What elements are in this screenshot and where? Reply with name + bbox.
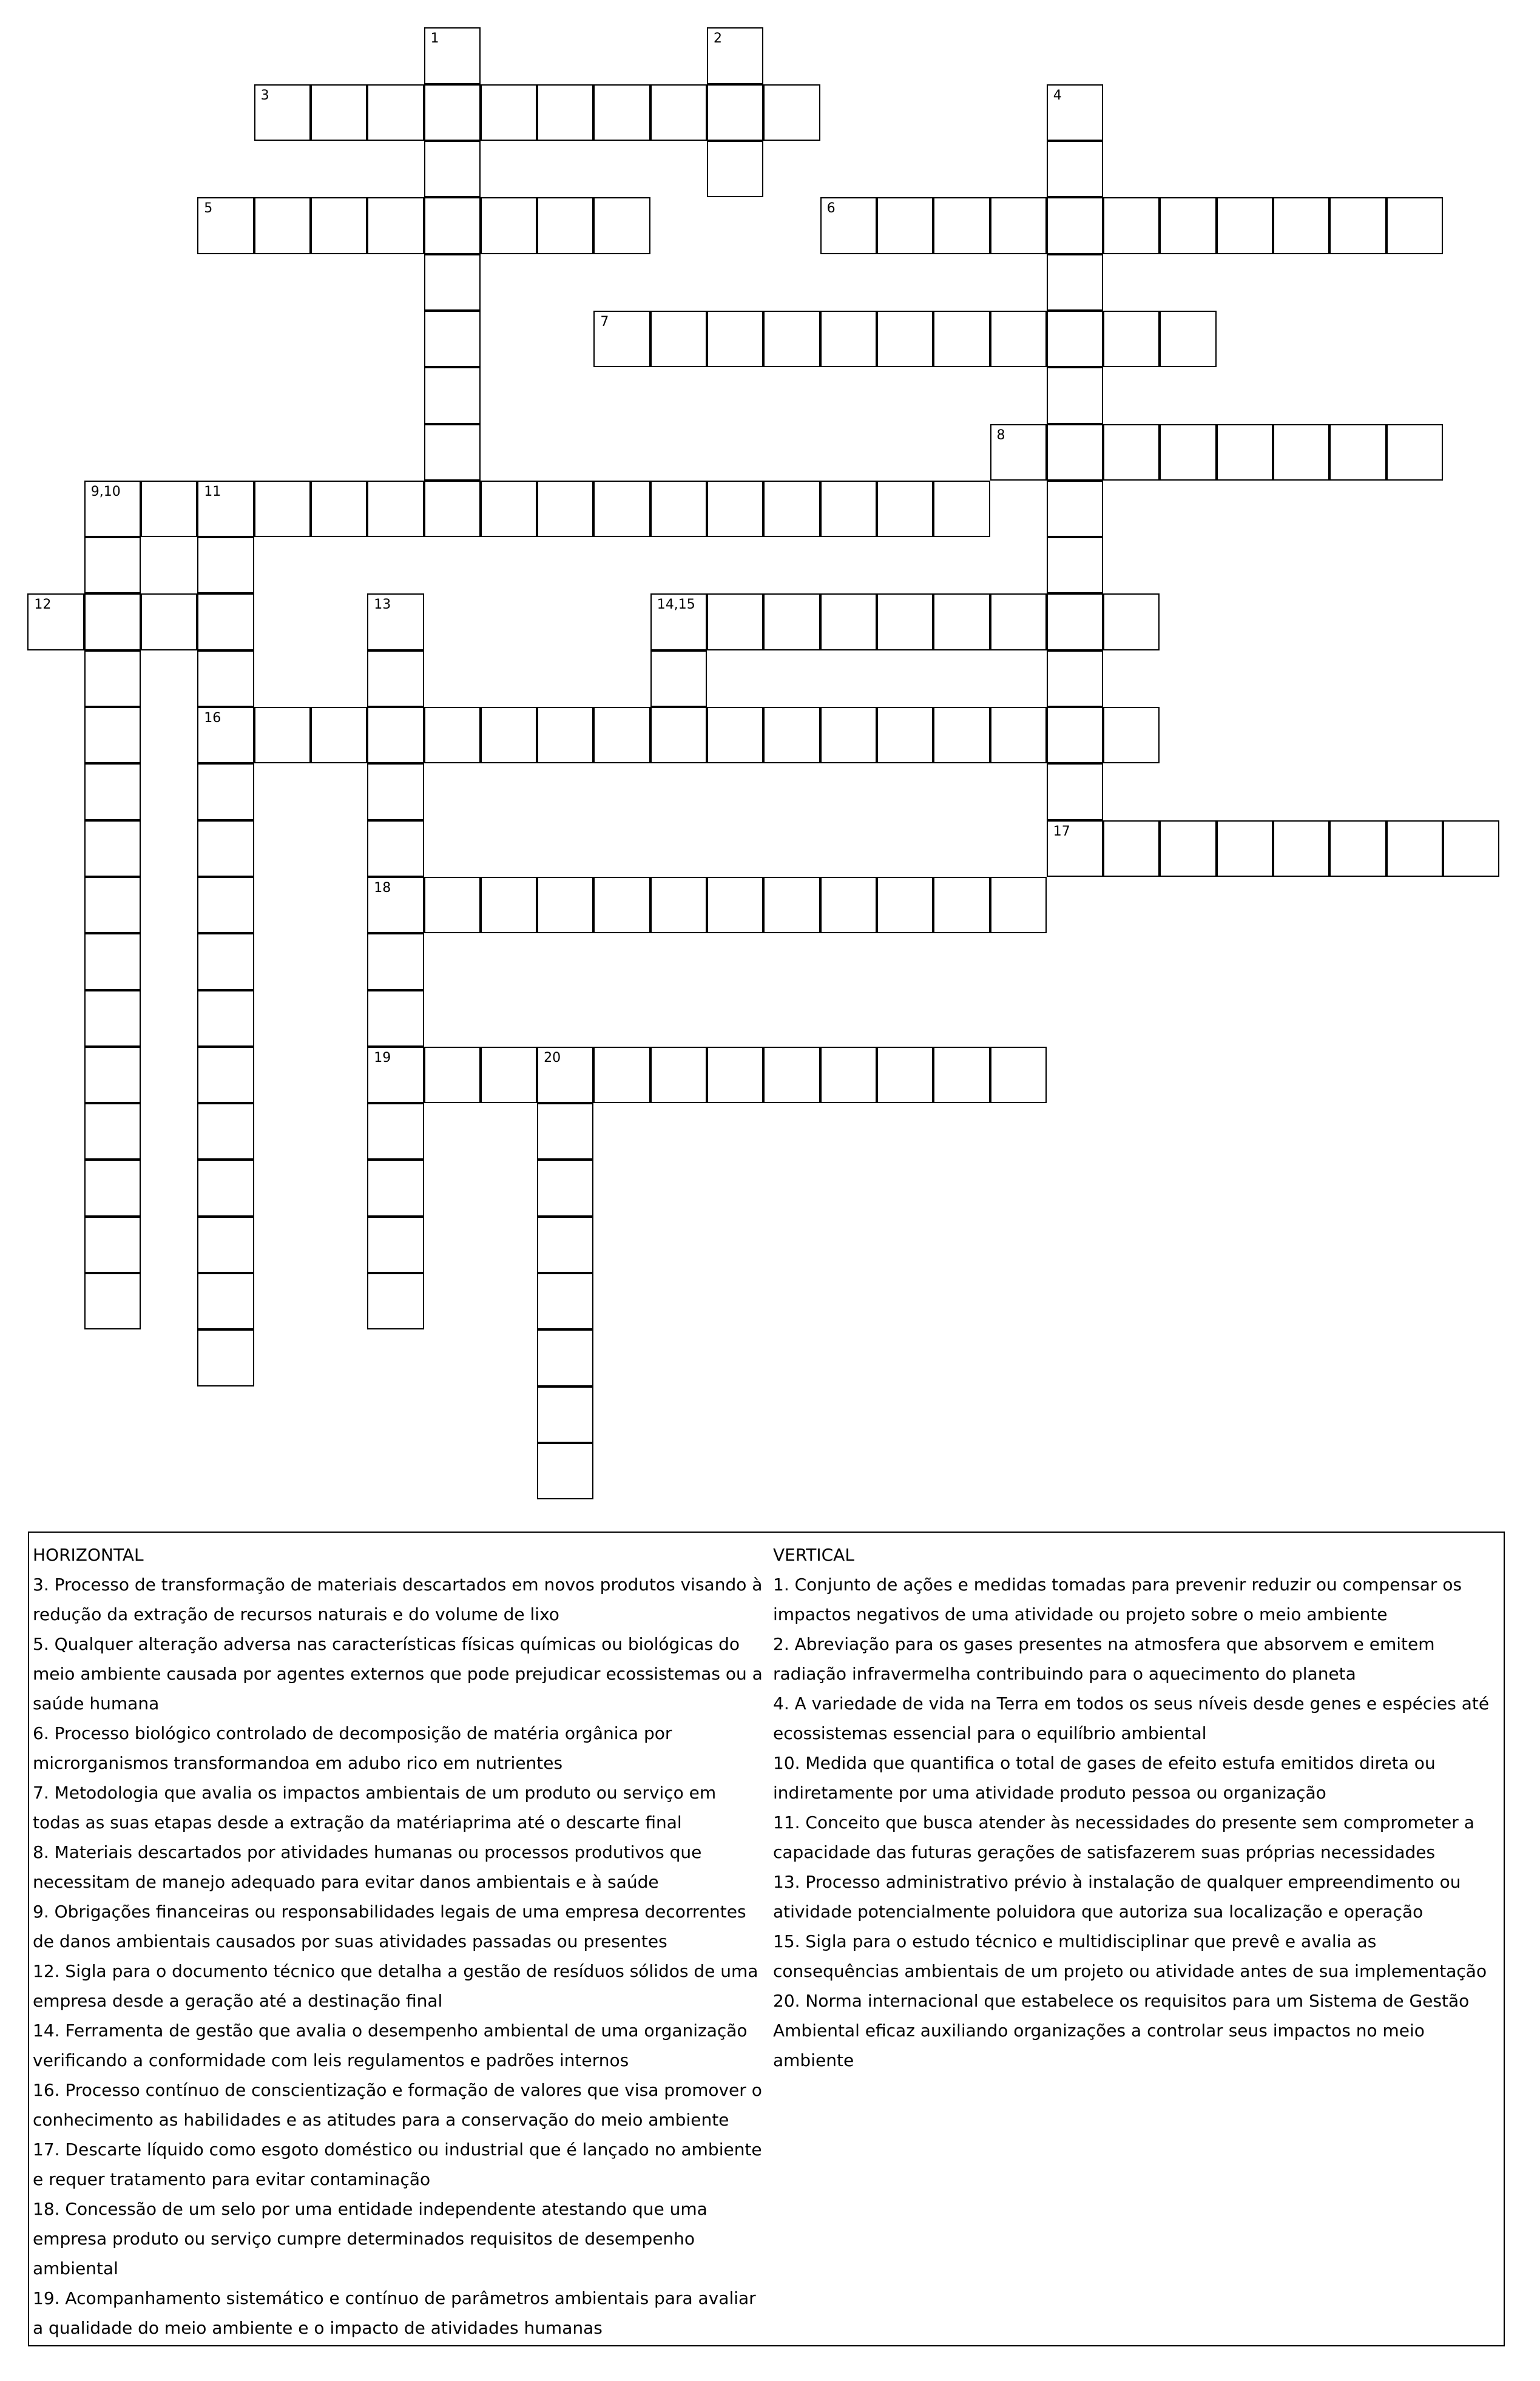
grid-cell[interactable] bbox=[424, 877, 481, 933]
clue-horizontal-8: 8. Materiais descartados por atividades humanas ou processos produtivos que necessitam de manejo adequado para evitar danos ambientais e à saúde bbox=[33, 1842, 702, 1892]
grid-cell-4[interactable] bbox=[1047, 84, 1103, 141]
grid-cell[interactable] bbox=[650, 877, 707, 933]
grid-cell[interactable] bbox=[933, 877, 990, 933]
grid-cell[interactable] bbox=[84, 537, 141, 593]
grid-cell[interactable] bbox=[1103, 311, 1160, 367]
grid-cell[interactable] bbox=[1217, 820, 1273, 877]
grid-cell[interactable] bbox=[537, 1103, 593, 1160]
grid-cell[interactable] bbox=[877, 311, 933, 367]
grid-cell[interactable] bbox=[990, 197, 1047, 254]
grid-cell[interactable] bbox=[877, 877, 933, 933]
grid-cell[interactable] bbox=[877, 481, 933, 537]
grid-cell-17[interactable] bbox=[1047, 820, 1103, 877]
grid-cell[interactable] bbox=[1047, 481, 1103, 537]
grid-cell[interactable] bbox=[537, 1160, 593, 1216]
grid-cell[interactable] bbox=[650, 84, 707, 141]
grid-cell[interactable] bbox=[650, 481, 707, 537]
grid-cell[interactable] bbox=[707, 141, 763, 197]
grid-cell[interactable] bbox=[1273, 424, 1329, 481]
grid-cell[interactable] bbox=[254, 481, 311, 537]
clue-vertical-20: 20. Norma internacional que estabelece os requisitos para um Sistema de Gestão Ambiental eficaz auxiliando organizações a controlar seus impactos no meio ambiente bbox=[773, 1991, 1470, 2070]
grid-cell[interactable] bbox=[933, 197, 990, 254]
grid-cell[interactable] bbox=[537, 481, 593, 537]
grid-cell[interactable] bbox=[367, 1273, 424, 1329]
grid-cell[interactable] bbox=[707, 84, 763, 141]
clue-number: 2 bbox=[714, 31, 722, 47]
grid-cell[interactable] bbox=[593, 707, 650, 763]
clue-horizontal-17: 17. Descarte líquido como esgoto doméstico ou industrial que é lançado no ambiente e requer tratamento para evitar contaminação bbox=[33, 2140, 762, 2189]
grid-cell[interactable] bbox=[367, 481, 424, 537]
grid-cell[interactable] bbox=[820, 311, 877, 367]
grid-cell[interactable] bbox=[424, 141, 481, 197]
clues-box bbox=[28, 1532, 1505, 2346]
grid-cell[interactable] bbox=[197, 1217, 254, 1273]
clue-number: 3 bbox=[260, 87, 269, 103]
grid-cell[interactable] bbox=[593, 877, 650, 933]
grid-cell[interactable] bbox=[877, 593, 933, 650]
grid-cell[interactable] bbox=[820, 877, 877, 933]
grid-cell[interactable] bbox=[593, 481, 650, 537]
grid-cell[interactable] bbox=[254, 707, 311, 763]
grid-cell[interactable] bbox=[84, 593, 141, 650]
grid-cell[interactable] bbox=[707, 707, 763, 763]
grid-cell[interactable] bbox=[141, 593, 197, 650]
vertical-title: VERTICAL bbox=[773, 1545, 854, 1565]
grid-cell[interactable] bbox=[84, 820, 141, 877]
grid-cell[interactable] bbox=[707, 877, 763, 933]
grid-cell[interactable] bbox=[933, 481, 990, 537]
grid-cell[interactable] bbox=[1047, 197, 1103, 254]
grid-cell[interactable] bbox=[1047, 424, 1103, 481]
grid-cell[interactable] bbox=[197, 1329, 254, 1386]
grid-cell[interactable] bbox=[254, 197, 311, 254]
grid-cell[interactable] bbox=[424, 481, 481, 537]
grid-cell[interactable] bbox=[593, 84, 650, 141]
clue-number: 1 bbox=[430, 31, 439, 47]
grid-cell-19[interactable] bbox=[367, 1047, 424, 1103]
clue-number: 9,10 bbox=[90, 484, 121, 499]
grid-cell[interactable] bbox=[650, 707, 707, 763]
grid-cell[interactable] bbox=[1047, 367, 1103, 424]
grid-cell[interactable] bbox=[424, 84, 481, 141]
clue-number: 17 bbox=[1053, 823, 1070, 839]
grid-cell[interactable] bbox=[990, 311, 1047, 367]
clue-horizontal-5: 5. Qualquer alteração adversa nas características físicas químicas ou biológicas do meio ambiente causada por agentes externos que pode prejudicar ecossistemas ou a saúde humana bbox=[33, 1634, 763, 1714]
grid-cell[interactable] bbox=[424, 1047, 481, 1103]
grid-cell[interactable] bbox=[1103, 707, 1160, 763]
grid-cell[interactable] bbox=[197, 763, 254, 820]
grid-cell[interactable] bbox=[197, 650, 254, 707]
grid-cell[interactable] bbox=[424, 707, 481, 763]
grid-cell[interactable] bbox=[84, 650, 141, 707]
grid-cell-5[interactable] bbox=[197, 197, 254, 254]
grid-cell[interactable] bbox=[933, 1047, 990, 1103]
grid-cell[interactable] bbox=[481, 707, 537, 763]
grid-cell[interactable] bbox=[367, 1103, 424, 1160]
grid-cell[interactable] bbox=[367, 763, 424, 820]
grid-cell[interactable] bbox=[763, 481, 820, 537]
grid-cell[interactable] bbox=[537, 1329, 593, 1386]
grid-cell[interactable] bbox=[537, 1217, 593, 1273]
grid-cell[interactable] bbox=[1386, 820, 1443, 877]
grid-cell[interactable] bbox=[311, 197, 367, 254]
clue-vertical-2: 2. Abreviação para os gases presentes na atmosfera que absorvem e emitem radiação infravermelha contribuindo para o aquecimento do planeta bbox=[773, 1634, 1435, 1684]
clue-number: 20 bbox=[544, 1050, 561, 1066]
grid-cell[interactable] bbox=[537, 1386, 593, 1443]
grid-cell-12[interactable] bbox=[27, 593, 84, 650]
grid-cell[interactable] bbox=[367, 933, 424, 990]
grid-cell[interactable] bbox=[84, 1160, 141, 1216]
grid-cell[interactable] bbox=[593, 1047, 650, 1103]
grid-cell[interactable] bbox=[197, 877, 254, 933]
grid-cell[interactable] bbox=[763, 84, 820, 141]
grid-cell[interactable] bbox=[197, 933, 254, 990]
clue-number: 18 bbox=[374, 880, 391, 896]
grid-cell[interactable] bbox=[1160, 820, 1216, 877]
grid-cell[interactable] bbox=[424, 197, 481, 254]
grid-cell-3[interactable] bbox=[254, 84, 311, 141]
grid-cell[interactable] bbox=[481, 481, 537, 537]
grid-cell[interactable] bbox=[1047, 311, 1103, 367]
clue-horizontal-7: 7. Metodologia que avalia os impactos ambientais de um produto ou serviço em todas as suas etapas desde a extração da matériaprima até o descarte final bbox=[33, 1783, 717, 1832]
clue-vertical-10: 10. Medida que quantifica o total de gases de efeito estufa emitidos direta ou indiretamente por uma atividade produto pessoa ou organização bbox=[773, 1753, 1436, 1803]
clue-number: 6 bbox=[826, 201, 836, 217]
grid-cell[interactable] bbox=[820, 1047, 877, 1103]
clue-vertical-11: 11. Conceito que busca atender às necessidades do presente sem comprometer a capacidade das futuras gerações de satisfazerem suas próprias necessidades bbox=[773, 1812, 1474, 1862]
clue-number: 16 bbox=[204, 711, 221, 726]
grid-cell[interactable] bbox=[990, 1047, 1047, 1103]
grid-cell[interactable] bbox=[1160, 424, 1216, 481]
clue-number: 19 bbox=[374, 1050, 391, 1066]
grid-cell[interactable] bbox=[707, 593, 763, 650]
grid-cell[interactable] bbox=[481, 877, 537, 933]
clue-vertical-13: 13. Processo administrativo prévio à instalação de qualquer empreendimento ou atividade potencialmente poluidora que autoriza sua localização e operação bbox=[773, 1872, 1461, 1922]
grid-cell[interactable] bbox=[1329, 820, 1386, 877]
grid-cell[interactable] bbox=[84, 1047, 141, 1103]
clue-number: 5 bbox=[204, 201, 213, 217]
grid-cell[interactable] bbox=[877, 1047, 933, 1103]
grid-cell[interactable] bbox=[537, 707, 593, 763]
grid-cell[interactable] bbox=[367, 650, 424, 707]
clue-vertical-15: 15. Sigla para o estudo técnico e multidisciplinar que prevê e avalia as consequências ambientais de um projeto ou atividade antes de sua implementação bbox=[773, 1931, 1487, 1981]
grid-cell[interactable] bbox=[1386, 424, 1443, 481]
grid-cell[interactable] bbox=[84, 1217, 141, 1273]
grid-cell[interactable] bbox=[1329, 197, 1386, 254]
grid-cell[interactable] bbox=[424, 424, 481, 481]
grid-cell[interactable] bbox=[1443, 820, 1499, 877]
grid-cell-7[interactable] bbox=[593, 311, 650, 367]
grid-cell[interactable] bbox=[367, 84, 424, 141]
grid-cell[interactable] bbox=[367, 707, 424, 763]
grid-cell[interactable] bbox=[763, 1047, 820, 1103]
grid-cell-16[interactable] bbox=[197, 707, 254, 763]
clue-horizontal-12: 12. Sigla para o documento técnico que detalha a gestão de resíduos sólidos de uma empresa desde a geração até a destinação final bbox=[33, 1961, 758, 2011]
grid-cell[interactable] bbox=[84, 763, 141, 820]
grid-cell[interactable] bbox=[1047, 593, 1103, 650]
grid-cell[interactable] bbox=[197, 990, 254, 1047]
grid-cell[interactable] bbox=[1047, 650, 1103, 707]
grid-cell[interactable] bbox=[763, 593, 820, 650]
grid-cell[interactable] bbox=[1160, 311, 1216, 367]
clue-vertical-1: 1. Conjunto de ações e medidas tomadas para prevenir reduzir ou compensar os impactos negativos de uma atividade ou projeto sobre o meio ambiente bbox=[773, 1575, 1462, 1624]
grid-cell-11[interactable] bbox=[197, 481, 254, 537]
grid-cell[interactable] bbox=[84, 990, 141, 1047]
clue-horizontal-16: 16. Processo contínuo de conscientização e formação de valores que visa promover o conhecimento as habilidades e as atitudes para a conservação do meio ambiente bbox=[33, 2080, 762, 2130]
grid-cell-18[interactable] bbox=[367, 877, 424, 933]
grid-cell[interactable] bbox=[763, 877, 820, 933]
grid-cell[interactable] bbox=[367, 820, 424, 877]
grid-cell[interactable] bbox=[481, 1047, 537, 1103]
clue-number: 11 bbox=[204, 484, 221, 499]
grid-cell[interactable] bbox=[933, 593, 990, 650]
grid-cell[interactable] bbox=[481, 197, 537, 254]
clue-number: 13 bbox=[374, 597, 391, 613]
grid-cell[interactable] bbox=[650, 650, 707, 707]
grid-cell[interactable] bbox=[707, 481, 763, 537]
grid-cell[interactable] bbox=[763, 311, 820, 367]
grid-cell-6[interactable] bbox=[820, 197, 877, 254]
grid-cell[interactable] bbox=[537, 877, 593, 933]
grid-cell[interactable] bbox=[1160, 197, 1216, 254]
grid-cell-9-10[interactable] bbox=[84, 481, 141, 537]
grid-cell[interactable] bbox=[367, 1217, 424, 1273]
grid-cell[interactable] bbox=[311, 707, 367, 763]
grid-cell-13[interactable] bbox=[367, 593, 424, 650]
clue-horizontal-3: 3. Processo de transformação de materiais descartados em novos produtos visando à redução da extração de recursos naturais e do volume de lixo bbox=[33, 1575, 763, 1624]
grid-cell[interactable] bbox=[84, 933, 141, 990]
grid-cell[interactable] bbox=[877, 707, 933, 763]
grid-cell-14-15[interactable] bbox=[650, 593, 707, 650]
grid-cell-2[interactable] bbox=[707, 27, 763, 84]
grid-cell[interactable] bbox=[1103, 593, 1160, 650]
grid-cell[interactable] bbox=[367, 1160, 424, 1216]
vertical-clues bbox=[773, 1540, 1501, 2075]
grid-cell[interactable] bbox=[311, 481, 367, 537]
grid-cell[interactable] bbox=[650, 311, 707, 367]
grid-cell[interactable] bbox=[197, 1047, 254, 1103]
grid-cell[interactable] bbox=[84, 877, 141, 933]
grid-cell[interactable] bbox=[1103, 424, 1160, 481]
grid-cell[interactable] bbox=[84, 1103, 141, 1160]
grid-cell[interactable] bbox=[197, 1103, 254, 1160]
grid-cell[interactable] bbox=[1047, 707, 1103, 763]
grid-cell[interactable] bbox=[933, 707, 990, 763]
grid-cell[interactable] bbox=[424, 311, 481, 367]
grid-cell[interactable] bbox=[990, 707, 1047, 763]
clue-horizontal-19: 19. Acompanhamento sistemático e contínuo de parâmetros ambientais para avaliar a qualidade do meio ambiente e o impacto de atividades humanas bbox=[33, 2288, 756, 2338]
grid-cell[interactable] bbox=[1047, 141, 1103, 197]
horizontal-clues bbox=[33, 1540, 767, 2343]
grid-cell[interactable] bbox=[990, 593, 1047, 650]
grid-cell[interactable] bbox=[481, 84, 537, 141]
grid-cell[interactable] bbox=[197, 1273, 254, 1329]
grid-cell[interactable] bbox=[537, 197, 593, 254]
clue-number: 12 bbox=[34, 597, 52, 613]
grid-cell[interactable] bbox=[1217, 424, 1273, 481]
grid-cell[interactable] bbox=[1273, 197, 1329, 254]
grid-cell[interactable] bbox=[763, 707, 820, 763]
grid-cell[interactable] bbox=[1047, 763, 1103, 820]
grid-cell[interactable] bbox=[197, 820, 254, 877]
grid-cell[interactable] bbox=[424, 254, 481, 311]
clue-horizontal-18: 18. Concessão de um selo por uma entidade independente atestando que uma empresa produto ou serviço cumpre determinados requisitos de desempenho ambiental bbox=[33, 2199, 708, 2278]
grid-cell[interactable] bbox=[84, 1273, 141, 1329]
grid-cell[interactable] bbox=[367, 197, 424, 254]
grid-cell[interactable] bbox=[990, 877, 1047, 933]
grid-cell-8[interactable] bbox=[990, 424, 1047, 481]
grid-cell[interactable] bbox=[197, 537, 254, 593]
clue-horizontal-6: 6. Processo biológico controlado de decomposição de matéria orgânica por microrganismos transformandoa em adubo rico em nutrientes bbox=[33, 1723, 672, 1773]
grid-cell[interactable] bbox=[537, 1273, 593, 1329]
grid-cell[interactable] bbox=[537, 1443, 593, 1499]
grid-cell[interactable] bbox=[1103, 197, 1160, 254]
grid-cell[interactable] bbox=[197, 1160, 254, 1216]
grid-cell[interactable] bbox=[537, 84, 593, 141]
grid-cell[interactable] bbox=[707, 1047, 763, 1103]
grid-cell[interactable] bbox=[1386, 197, 1443, 254]
grid-cell[interactable] bbox=[877, 197, 933, 254]
grid-cell[interactable] bbox=[820, 707, 877, 763]
grid-cell[interactable] bbox=[1329, 424, 1386, 481]
grid-cell[interactable] bbox=[707, 311, 763, 367]
grid-cell[interactable] bbox=[593, 197, 650, 254]
clue-horizontal-9: 9. Obrigações financeiras ou responsabilidades legais de uma empresa decorrentes de danos ambientais causados por suas atividades passadas ou presentes bbox=[33, 1902, 746, 1951]
grid-cell[interactable] bbox=[1103, 820, 1160, 877]
grid-cell[interactable] bbox=[84, 707, 141, 763]
clue-number: 4 bbox=[1053, 87, 1062, 103]
grid-cell-20[interactable] bbox=[537, 1047, 593, 1103]
grid-cell[interactable] bbox=[1273, 820, 1329, 877]
clue-number: 14,15 bbox=[657, 597, 695, 613]
grid-cell[interactable] bbox=[820, 593, 877, 650]
grid-cell[interactable] bbox=[1217, 197, 1273, 254]
clue-number: 7 bbox=[600, 314, 609, 329]
grid-cell[interactable] bbox=[367, 990, 424, 1047]
grid-cell[interactable] bbox=[424, 367, 481, 424]
horizontal-title: HORIZONTAL bbox=[33, 1545, 144, 1565]
grid-cell[interactable] bbox=[141, 481, 197, 537]
grid-cell[interactable] bbox=[650, 1047, 707, 1103]
grid-cell-1[interactable] bbox=[424, 27, 481, 84]
grid-cell[interactable] bbox=[311, 84, 367, 141]
grid-cell[interactable] bbox=[1047, 537, 1103, 593]
clue-vertical-4: 4. A variedade de vida na Terra em todos os seus níveis desde genes e espécies até ecossistemas essencial para o equilíbrio ambiental bbox=[773, 1694, 1490, 1743]
grid-cell[interactable] bbox=[933, 311, 990, 367]
clue-number: 8 bbox=[996, 427, 1005, 443]
grid-cell[interactable] bbox=[820, 481, 877, 537]
clue-horizontal-14: 14. Ferramenta de gestão que avalia o desempenho ambiental de uma organização verificando a conformidade com leis regulamentos e padrões internos bbox=[33, 2021, 748, 2070]
grid-cell[interactable] bbox=[1047, 254, 1103, 311]
grid-cell[interactable] bbox=[197, 593, 254, 650]
